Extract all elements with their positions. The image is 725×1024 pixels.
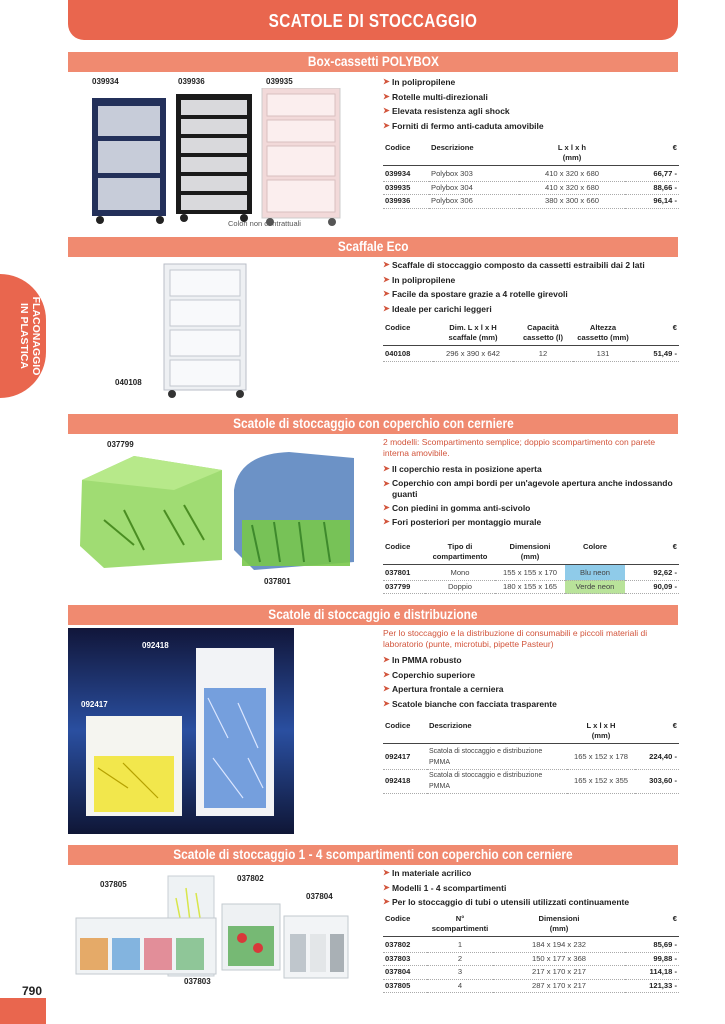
color-swatch-cell: Verde neon bbox=[565, 580, 625, 594]
feature-item: ➤ Scatole bianche con facciata trasparente bbox=[383, 697, 679, 712]
feature-item: ➤ Fori posteriori per montaggio murale bbox=[383, 515, 679, 530]
page-number: 790 bbox=[22, 984, 43, 998]
category-side-tab bbox=[0, 274, 46, 398]
feature-item: ➤ Il coperchio resta in posizione aperta bbox=[383, 462, 679, 477]
section-intro: Per lo stoccaggio e la distribuzione di consumabili e piccoli materiali di laboratorio (punte, microtubi, pipette Pasteur) bbox=[383, 628, 648, 649]
section-intro: 2 modelli: Scompartimento semplice; doppio scompartimento con parete interna amovibile. bbox=[383, 437, 656, 458]
feature-item: ➤ In PMMA robusto bbox=[383, 653, 679, 668]
image-code-label: 040108 bbox=[115, 378, 142, 387]
page-banner bbox=[68, 0, 678, 40]
polybox-drawers-photo bbox=[86, 88, 350, 228]
features-scatole-distribuzione bbox=[383, 628, 679, 711]
category-label: FLACONAGGIO IN PLASTICA bbox=[18, 296, 42, 376]
product-table-scaffale-eco: Codice Dim. L x l x H scaffale (mm) Capacità cassetto (l) Altezza cassetto (mm) € 040108 296 x 390 x 642 12 131 51,49 - bbox=[383, 321, 679, 362]
features-scatole-coperchio bbox=[383, 437, 679, 530]
section-title-polybox: Box-cassetti POLYBOX bbox=[68, 52, 678, 72]
color-swatch-cell: Blu neon bbox=[565, 565, 625, 581]
image-code-label: 092417 bbox=[81, 700, 108, 709]
feature-item: ➤ Forniti di fermo anti-caduta amovibile bbox=[383, 119, 679, 134]
product-table-scatole-scompartimenti: Codice N° scompartimenti Dimensioni (mm) € 037802 1 184 x 194 x 232 85,69 - 037803 2 150 x 177 x 368 99,88 - 037804 3 217 x 170 x 217 114,18 - 037805 4 287 x 170 x 217 121,33 - bbox=[383, 912, 679, 993]
features-scaffale-eco bbox=[383, 258, 679, 316]
table-row: 040108 296 x 390 x 642 12 131 51,49 - bbox=[383, 346, 679, 362]
feature-item: ➤ Coperchio superiore bbox=[383, 668, 679, 683]
product-table-scatole-distribuzione: Codice Descrizione L x l x H (mm) € 092417 Scatola di stoccaggio e distribuzione PMMA 165 x 152 x 178 224,40 - 092418 Scatola di stoccaggio e distribuzione PMMA 165 x 152 x 355 303,60 - bbox=[383, 719, 679, 794]
table-row: 039935 Polybox 304 410 x 320 x 680 88,66 - bbox=[383, 181, 679, 195]
feature-item: ➤ Facile da spostare grazie a 4 rotelle girevoli bbox=[383, 287, 679, 302]
table-row: 037799 Doppio 180 x 155 x 165 Verde neon 90,09 - bbox=[383, 580, 679, 594]
table-row: 092418 Scatola di stoccaggio e distribuzione PMMA 165 x 152 x 355 303,60 - bbox=[383, 770, 679, 794]
table-row: 037803 2 150 x 177 x 368 99,88 - bbox=[383, 952, 679, 966]
image-code-label: 037805 bbox=[100, 880, 127, 889]
image-code-label: 037799 bbox=[107, 440, 134, 449]
image-code-label: 039934 bbox=[92, 77, 119, 86]
section-title-scatole-distribuzione: Scatole di stoccaggio e distribuzione bbox=[68, 605, 678, 625]
image-code-label: 037804 bbox=[306, 892, 333, 901]
feature-item: ➤ Coperchio con ampi bordi per un'agevole apertura anche indossando guanti bbox=[383, 478, 679, 500]
table-row: 037802 1 184 x 194 x 232 85,69 - bbox=[383, 937, 679, 953]
feature-item: ➤ Ideale per carichi leggeri bbox=[383, 302, 679, 317]
image-code-label: 037802 bbox=[237, 874, 264, 883]
table-row: 092417 Scatola di stoccaggio e distribuzione PMMA 165 x 152 x 178 224,40 - bbox=[383, 744, 679, 770]
colors-disclaimer: Colori non contrattuali bbox=[228, 219, 301, 228]
hinged-lid-boxes-photo bbox=[74, 450, 364, 578]
feature-item: ➤ Apertura frontale a cerniera bbox=[383, 682, 679, 697]
dispenser-boxes-photo bbox=[68, 628, 294, 834]
feature-item: ➤ Rotelle multi-direzionali bbox=[383, 90, 679, 105]
image-code-label: 039936 bbox=[178, 77, 205, 86]
product-table-polybox: Codice Descrizione L x l x h (mm) € 039934 Polybox 303 410 x 320 x 680 66,77 - 039935 Polybox 304 410 x 320 x 680 88,66 - 039936 Polybox 306 380 x 300 x 660 96,14 - bbox=[383, 141, 679, 209]
image-code-label: 037803 bbox=[184, 977, 211, 986]
product-table-scatole-coperchio: Codice Tipo di compartimento Dimensioni (mm) Colore € 037801 Mono 155 x 155 x 170 Blu neon 92,62 - 037799 Doppio 180 x 155 x 165 Verde neon 90,09 - bbox=[383, 540, 679, 594]
image-code-label: 092418 bbox=[142, 641, 169, 650]
section-title-scatole-scompartimenti: Scatole di stoccaggio 1 - 4 scompartimenti con coperchio con cerniere bbox=[68, 845, 678, 865]
feature-item: ➤ Elevata resistenza agli shock bbox=[383, 104, 679, 119]
page-title: SCATOLE DI STOCCAGGIO bbox=[268, 11, 478, 31]
features-scatole-scompartimenti bbox=[383, 866, 679, 910]
image-code-label: 039935 bbox=[266, 77, 293, 86]
table-row: 037804 3 217 x 170 x 217 114,18 - bbox=[383, 966, 679, 980]
feature-item: ➤ Modelli 1 - 4 scompartimenti bbox=[383, 881, 679, 896]
feature-item: ➤ Per lo stoccaggio di tubi o utensili utilizzati continuamente bbox=[383, 895, 679, 910]
feature-item: ➤ Scaffale di stoccaggio composto da cassetti estraibili dai 2 lati bbox=[383, 258, 679, 273]
table-row: 039934 Polybox 303 410 x 320 x 680 66,77 - bbox=[383, 166, 679, 182]
feature-item: ➤ In materiale acrilico bbox=[383, 866, 679, 881]
features-polybox bbox=[383, 75, 679, 133]
section-title-scaffale-eco: Scaffale Eco bbox=[68, 237, 678, 257]
feature-item: ➤ Con piedini in gomma anti-scivolo bbox=[383, 501, 679, 516]
page-corner-bar bbox=[0, 998, 46, 1024]
table-row: 039936 Polybox 306 380 x 300 x 660 96,14 - bbox=[383, 195, 679, 209]
table-row: 037801 Mono 155 x 155 x 170 Blu neon 92,62 - bbox=[383, 565, 679, 581]
image-code-label: 037801 bbox=[264, 577, 291, 586]
section-title-scatole-coperchio: Scatole di stoccaggio con coperchio con cerniere bbox=[68, 414, 678, 434]
scaffale-eco-photo bbox=[160, 262, 250, 404]
feature-item: ➤ In polipropilene bbox=[383, 273, 679, 288]
feature-item: ➤ In polipropilene bbox=[383, 75, 679, 90]
table-row: 037805 4 287 x 170 x 217 121,33 - bbox=[383, 979, 679, 993]
